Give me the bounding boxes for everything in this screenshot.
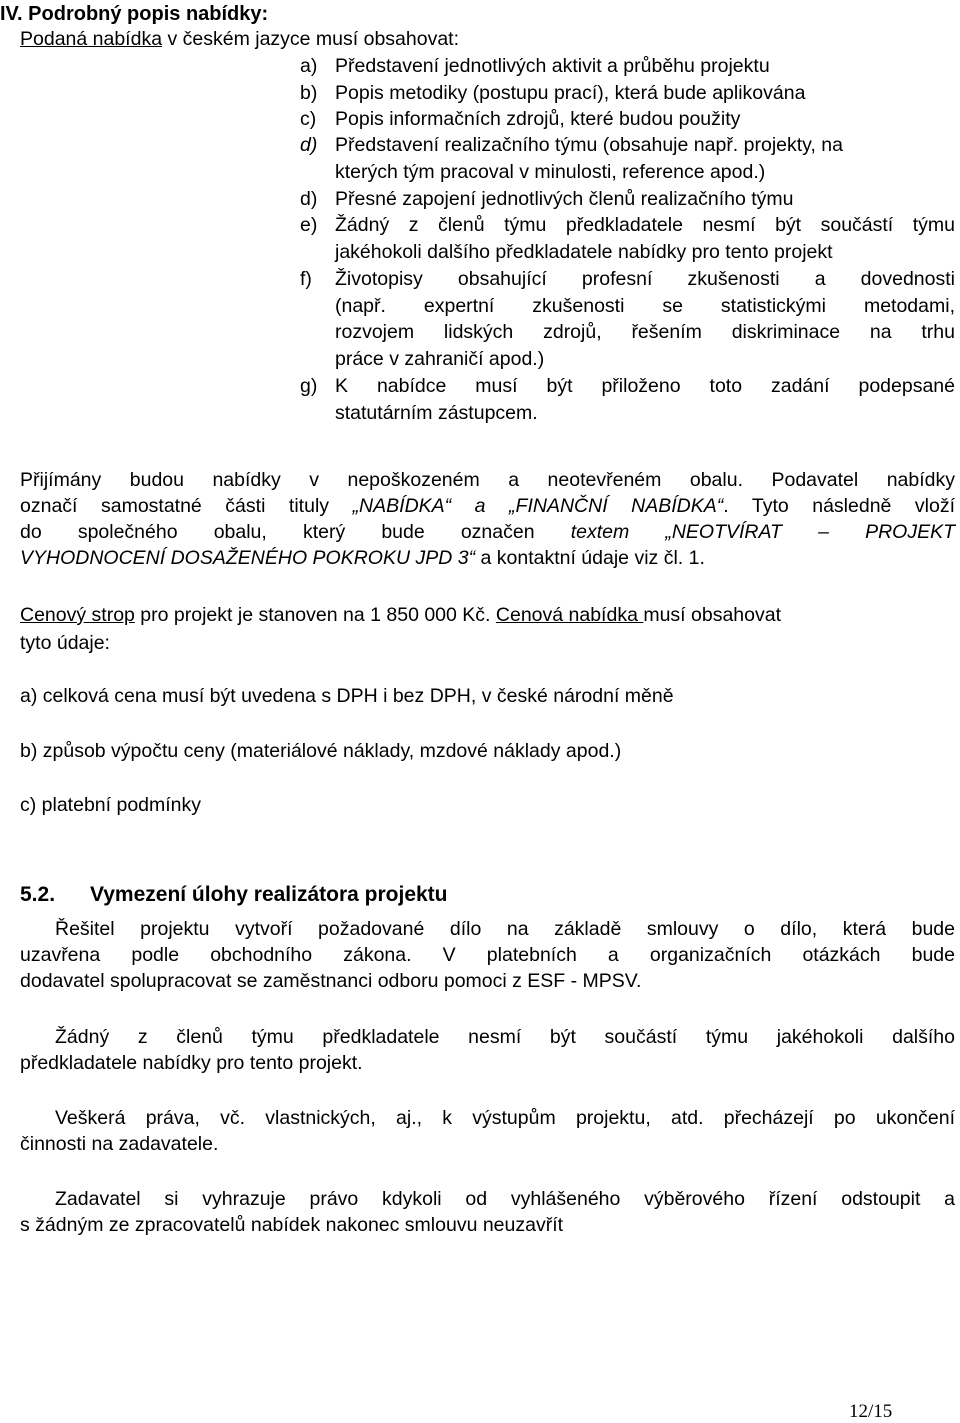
paragraph-line: činnosti na zadavatele. <box>20 1133 219 1155</box>
intro-rest: v českém jazyce musí obsahovat: <box>162 28 460 50</box>
paragraph-line: s žádným ze zpracovatelů nabídek nakonec smlouvu neuzavřít <box>20 1214 564 1236</box>
paragraph-line: předkladatele nabídky pro tento projekt. <box>20 1052 363 1074</box>
paragraph-4 <box>20 1190 955 1242</box>
acceptance-line <box>20 549 955 575</box>
paragraph-line: dodavatel spolupracovat se zaměstnanci odboru pomoci z ESF - MPSV. <box>20 970 642 992</box>
item-f-line: rozvojem lidských zdrojů, řešením diskriminace na trhu <box>335 321 955 343</box>
item-e-line: jakéhokoli dalšího předkladatele nabídky pro tento projekt <box>335 240 833 263</box>
item-b-text: Popis metodiky (postupu prací), která bude aplikována <box>335 82 806 104</box>
acceptance-text: a kontaktní údaje viz čl. 1. <box>475 547 705 569</box>
acceptance-text: označí samostatné části tituly <box>20 495 353 517</box>
item-a-label: a) <box>300 55 318 77</box>
item-c-text: Popis informačních zdrojů, které budou použity <box>335 108 741 130</box>
acceptance-text: . Tyto následně vloží <box>723 495 956 517</box>
price-cap-text: pro projekt je stanoven na 1 850 000 Kč. <box>134 604 496 626</box>
item-f-label: f) <box>300 268 312 290</box>
price-cap-line <box>20 606 781 626</box>
item-e-label: e) <box>300 214 318 236</box>
paragraph-line: Žádný z členů týmu předkladatele nesmí být součástí týmu jakéhokoli dalšího <box>55 1026 955 1048</box>
price-offer-text: musí obsahovat <box>643 604 782 626</box>
acceptance-italic-label: VYHODNOCENÍ DOSAŽENÉHO POKROKU JPD 3“ <box>20 547 476 569</box>
price-item-a: a) celková cena musí být uvedena s DPH i bez DPH, v české národní měně <box>20 685 674 707</box>
paragraph-line: Veškerá práva, vč. vlastnických, aj., k výstupům projektu, atd. přecházejí po ukončení <box>55 1107 955 1129</box>
acceptance-text: do společného obalu, který bude označen <box>20 521 571 543</box>
price-item-b: b) způsob výpočtu ceny (materiálové náklady, mzdové náklady apod.) <box>20 740 622 762</box>
item-g-line: statutárním zástupcem. <box>335 401 538 424</box>
paragraph-2 <box>20 1028 955 1080</box>
price-item-c: c) platební podmínky <box>20 794 202 816</box>
acceptance-line: Přijímány budou nabídky v nepoškozeném a neotevřeném obalu. Podavatel nabídky <box>20 469 955 491</box>
item-d2-text: Přesné zapojení jednotlivých členů realizačního týmu <box>335 188 794 210</box>
item-f-line: práce v zahraničí apod.) <box>335 347 545 370</box>
acceptance-paragraph <box>20 471 955 575</box>
paragraph-3 <box>20 1109 955 1161</box>
item-e-text <box>335 216 955 269</box>
item-a-text: Představení jednotlivých aktivit a průběhu projektu <box>335 55 770 77</box>
section-number: 5.2. <box>20 883 56 906</box>
paragraph-line: Zadavatel si vyhrazuje právo kdykoli od vyhlášeného výběrového řízení odstoupit a <box>55 1188 955 1210</box>
item-f-line: Životopisy obsahující profesní zkušenosti a dovednosti <box>335 268 955 290</box>
item-d1-text: Představení realizačního týmu (obsahuje např. projekty, na <box>335 134 843 156</box>
section-heading: IV. Podrobný popis nabídky: <box>0 3 269 25</box>
item-f-line: (např. expertní zkušenosti se statistickými metodami, <box>335 294 955 317</box>
item-g-label: g) <box>300 375 318 397</box>
item-d2-label: d) <box>300 188 318 210</box>
price-cap-underlined: Cenový strop <box>20 604 135 626</box>
page-number: 12/15 <box>849 1401 893 1422</box>
acceptance-italic-titles: „NABÍDKA“ a „FINANČNÍ NABÍDKA“ <box>352 495 724 517</box>
acceptance-italic-label: textem „NEOTVÍRAT – PROJEKT <box>570 521 955 543</box>
paragraph-line: uzavřena podle obchodního zákona. V platebních a organizačních otázkách bude <box>20 944 955 966</box>
price-offer-underlined: Cenová nabídka <box>495 604 644 626</box>
item-c-label: c) <box>300 108 317 130</box>
paragraph-line: Řešitel projektu vytvoří požadované dílo na základě smlouvy o dílo, která bude <box>55 918 955 940</box>
acceptance-line <box>20 523 955 549</box>
item-e-line: Žádný z členů týmu předkladatele nesmí být součástí týmu <box>335 214 955 236</box>
item-g-text <box>335 377 955 430</box>
intro-underlined: Podaná nabídka <box>20 28 163 50</box>
item-g-line: K nabídce musí být přiloženo toto zadání podepsané <box>335 375 955 397</box>
price-line-2: tyto údaje: <box>20 632 110 654</box>
item-d1-label: d) <box>300 134 318 156</box>
item-b-label: b) <box>300 82 318 104</box>
section-title: Vymezení úlohy realizátora projektu <box>90 883 448 906</box>
intro-line <box>20 30 459 50</box>
item-f-text <box>335 270 955 376</box>
paragraph-1 <box>20 920 955 998</box>
item-d1-text-2: kterých tým pracoval v minulosti, reference apod.) <box>335 161 766 183</box>
acceptance-line <box>20 497 955 523</box>
